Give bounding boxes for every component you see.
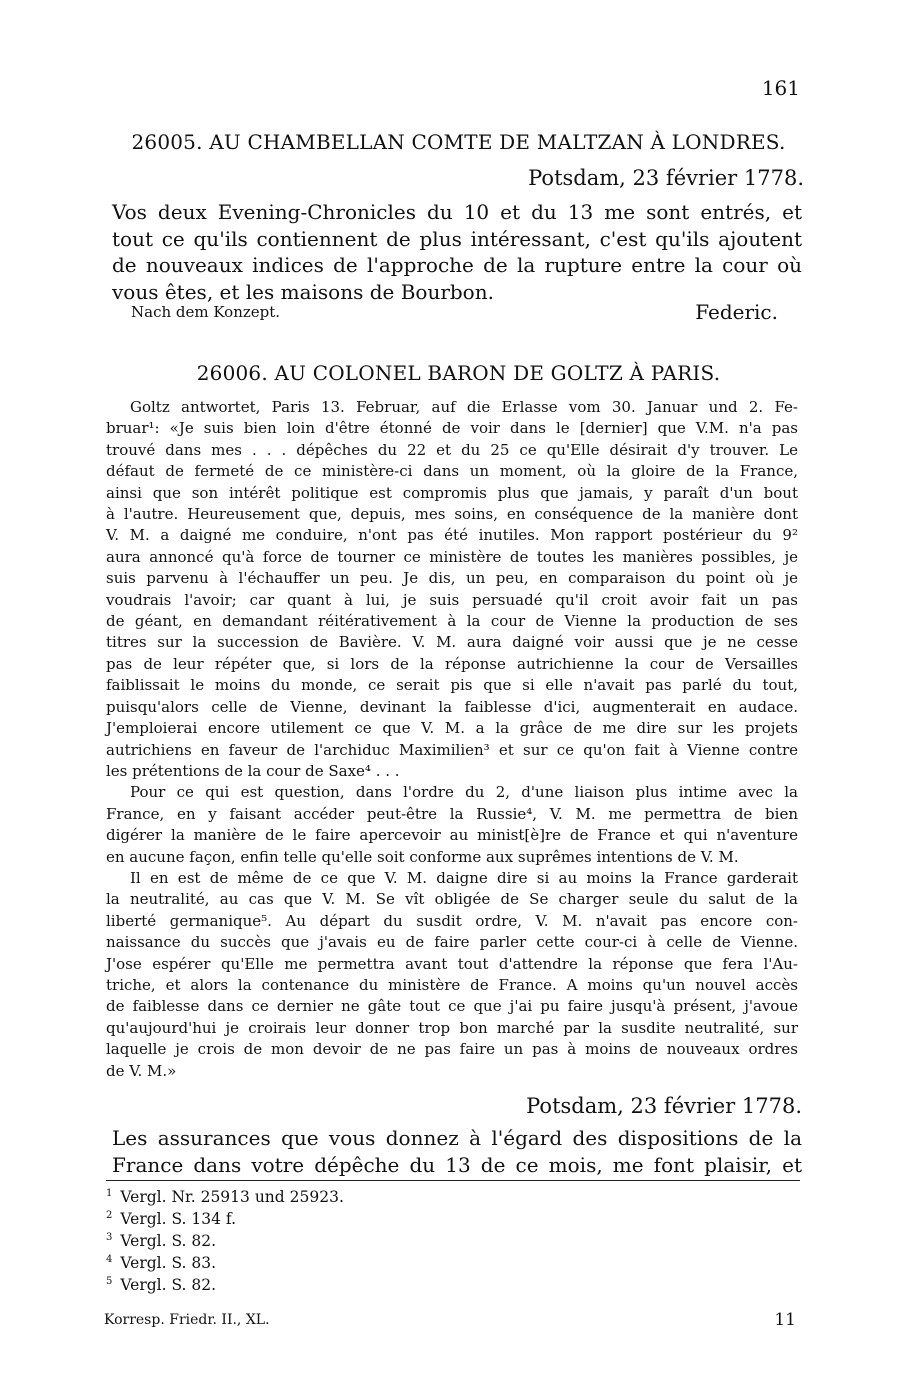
quote-line: qu'aujourd'hui je croirais leur donner trop bon marché par la susdite neutralité, sur <box>106 1018 798 1037</box>
footnote-mark: 1 <box>106 1187 113 1199</box>
letter2-line: Les assurances que vous donnez à l'égard des dispositions de la <box>112 1126 802 1150</box>
quote-line: triche, et alors la contenance du ministère de France. A moins qu'un nouvel accès <box>106 975 798 994</box>
quote-line: autrichiens en faveur de l'archiduc Maximilien³ et sur ce qu'on fait à Vienne contre <box>106 740 798 759</box>
letter1-line: Vos deux Evening-Chronicles du 10 et du 13 me sont entrés, et <box>112 200 802 224</box>
quote-line: France, en y faisant accéder peut-être la Russie⁴, V. M. me permettra de bien <box>106 804 798 823</box>
quote-line: bruar¹: «Je suis bien loin d'être étonné de voir dans le [dernier] que V.M. n'a pas <box>106 419 798 438</box>
letter1-heading: 26005. AU CHAMBELLAN COMTE DE MALTZAN À LONDRES. <box>131 130 786 154</box>
footnotes <box>106 1186 506 1296</box>
footnote-text: Vergl. Nr. 25913 und 25923. <box>120 1188 344 1206</box>
page-number: 161 <box>761 76 800 100</box>
source-note: Nach dem Konzept. <box>131 303 281 321</box>
footnote-mark: 4 <box>106 1253 113 1265</box>
letter2-body <box>112 1125 802 1178</box>
letter1-line: vous êtes, et les maisons de Bourbon. <box>112 279 494 304</box>
quote-line: pas de leur répéter que, si lors de la réponse autrichienne la cour de Versailles <box>106 654 798 673</box>
quote-line: les prétentions de la cour de Saxe⁴ . . . <box>106 761 400 780</box>
quote-line: J'emploierai encore utilement ce que V. M. a la grâce de me dire sur les projets <box>106 719 798 738</box>
footnote-text: Vergl. S. 83. <box>120 1254 217 1272</box>
quote-line: Goltz antwortet, Paris 13. Februar, auf die Erlasse vom 30. Januar und 2. Fe- <box>130 398 798 416</box>
footnote-mark: 5 <box>106 1275 113 1287</box>
footnote <box>106 1274 506 1296</box>
letter2-quoted-report <box>106 397 798 1082</box>
quote-line: la neutralité, au cas que V. M. Se vît obligée de Se charger seule du salut de la <box>106 890 798 909</box>
quote-line: titres sur la succession de Bavière. V. M. aura daigné voir aussi que je ne cesse <box>106 633 798 652</box>
footnote <box>106 1208 506 1230</box>
footnote-mark: 3 <box>106 1231 113 1243</box>
letter1-line: de nouveaux indices de l'approche de la rupture entre la cour où <box>112 253 802 277</box>
quote-line: aura annoncé qu'à force de tourner ce ministère de toutes les manières possibles, je <box>106 547 798 566</box>
letter1-dateline: Potsdam, 23 février 1778. <box>528 166 804 190</box>
quote-line: faiblissait le moins du monde, ce serait pis que si elle n'avait pas parlé du tout, <box>106 676 798 695</box>
quote-line: digérer la manière de le faire apercevoir au minist[è]re de France et qui n'aventure <box>106 826 798 845</box>
letter2-dateline: Potsdam, 23 février 1778. <box>526 1094 802 1118</box>
footnote <box>106 1252 506 1274</box>
quote-line: ainsi que son intérêt politique est compromis plus que jamais, y paraît d'un bout <box>106 483 798 502</box>
footnote <box>106 1186 506 1208</box>
quote-line: laquelle je crois de mon devoir de ne pas faire un pas à moins de nouveaux ordres <box>106 1040 798 1059</box>
quote-line: suis parvenu à l'échauffer un peu. Je dis, un peu, en comparaison du point où je <box>106 569 798 588</box>
footnote <box>106 1230 506 1252</box>
quote-line: Il en est de même de ce que V. M. daigne dire si au moins la France garderait <box>130 868 798 887</box>
quote-line: naissance du succès que j'avais eu de faire parler cette cour-ci à celle de Vienne. <box>106 933 798 952</box>
letter2-line: France dans votre dépêche du 13 de ce mois, me font plaisir, et <box>112 1152 802 1177</box>
quote-line: Pour ce qui est question, dans l'ordre du 2, d'une liaison plus intime avec la <box>130 783 798 802</box>
quote-line: défaut de fermeté de ce ministère-ci dans un moment, où la gloire de la France, <box>106 462 798 481</box>
quote-line: de géant, en demandant réitérativement à la cour de Vienne la production de ses <box>106 612 798 631</box>
quote-line: de faiblesse dans ce dernier ne gâte tout ce que j'ai pu faire jusqu'à présent, j'avoue <box>106 997 798 1016</box>
letter1-body <box>112 199 802 305</box>
letter2-heading: 26006. AU COLONEL BARON DE GOLTZ À PARIS. <box>196 361 721 385</box>
footnote-mark: 2 <box>106 1209 113 1221</box>
footnote-divider <box>106 1180 800 1181</box>
signature: Federic. <box>695 300 778 324</box>
footnote-text: Vergl. S. 134 f. <box>120 1210 237 1228</box>
quote-line: J'ose espérer qu'Elle me permettra avant tout d'attendre la réponse que fera l'Au- <box>106 954 798 973</box>
quote-line: trouvé dans mes . . . dépêches du 22 et du 25 ce qu'Elle désirait d'y trouver. Le <box>106 440 798 459</box>
footnote-text: Vergl. S. 82. <box>120 1276 217 1294</box>
quote-line: V. M. a daigné me conduire, n'ont pas été inutiles. Mon rapport postérieur du 9² <box>106 526 798 545</box>
footer-signature-number: 11 <box>774 1310 796 1330</box>
footnote-text: Vergl. S. 82. <box>120 1232 217 1250</box>
quote-line: à l'autre. Heureusement que, depuis, mes soins, en conséquence de la manière dont <box>106 505 798 524</box>
quote-line: de V. M.» <box>106 1061 177 1080</box>
quote-line: puisqu'alors celle de Vienne, devinant la faiblesse d'ici, augmenterait en audace. <box>106 697 798 716</box>
quote-line: liberté germanique⁵. Au départ du susdit ordre, V. M. n'avait pas encore con- <box>106 911 798 930</box>
footer-source: Korresp. Friedr. II., XL. <box>104 1312 270 1328</box>
quote-line: en aucune façon, enfin telle qu'elle soit conforme aux suprêmes intentions de V. M. <box>106 847 739 866</box>
quote-line: voudrais l'avoir; car quant à lui, je suis persuadé qu'il croit avoir fait un pas <box>106 590 798 609</box>
letter1-line: tout ce qu'ils contiennent de plus intéressant, c'est qu'ils ajoutent <box>112 226 802 251</box>
